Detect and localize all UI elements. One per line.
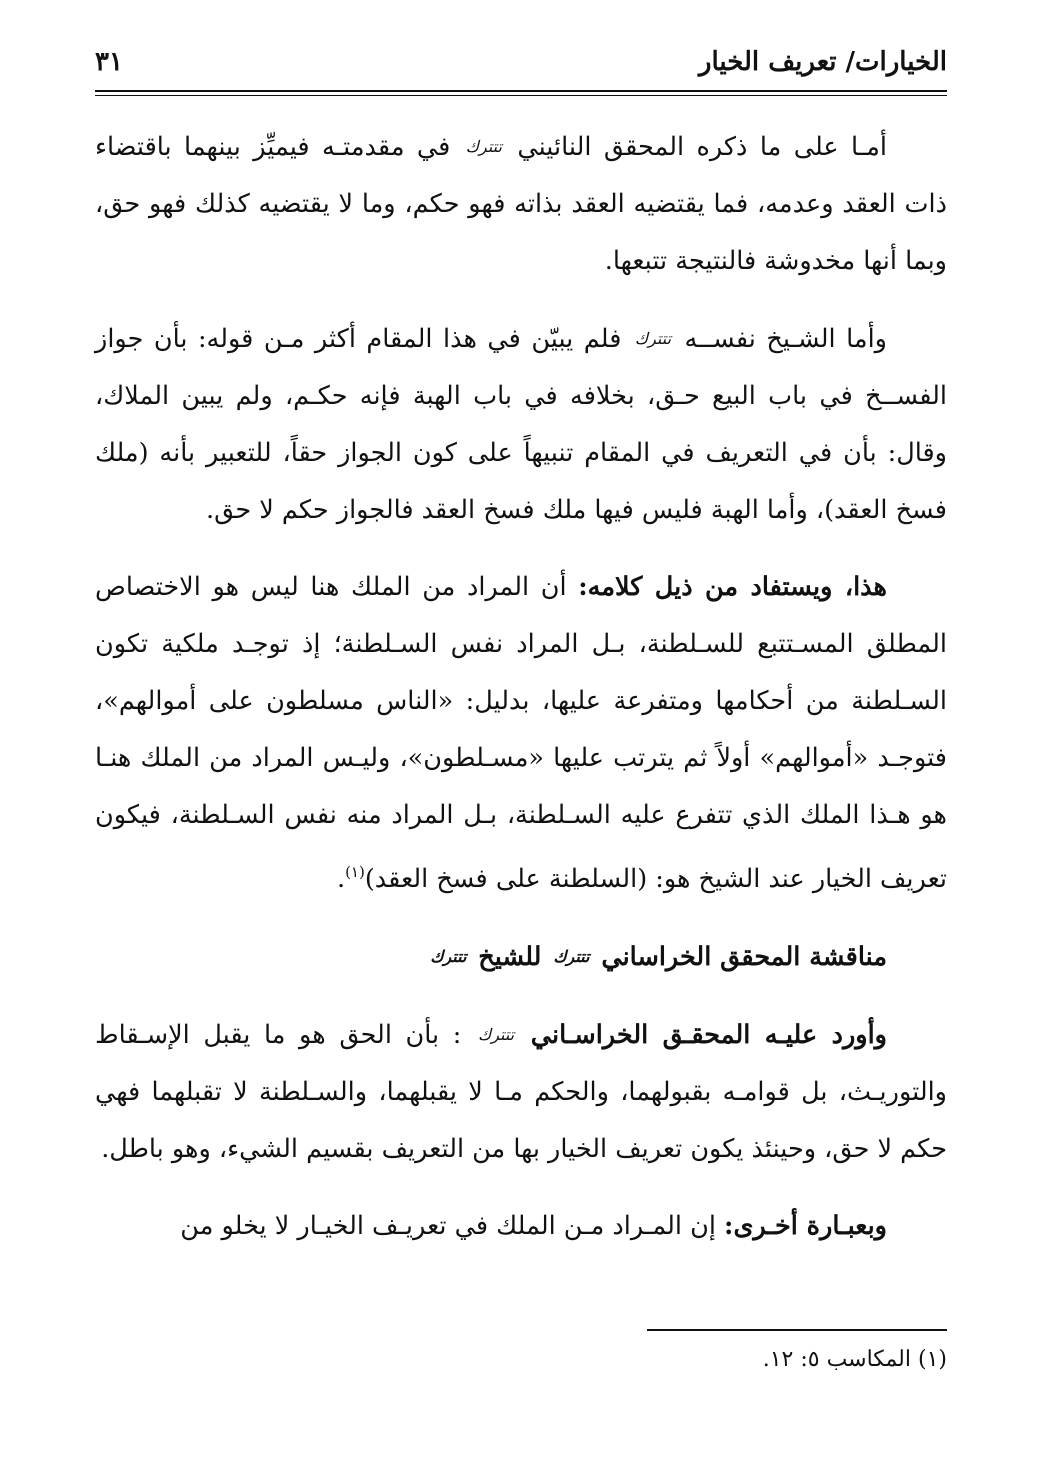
paragraph-3-text: أن المراد من الملك هنا ليس هو الاختصاص المطلق المسـتتبع للسـلطنة، بـل المراد نفس السـلطنة؛ إذ توجـد ملكية تكون السـلطنة من أحكامها ومتفرعة عليها، بدليل: «الناس مسلطون على أموالهم»، فتوجـد «أموالهم» أولاً ثم يترتب عليها «مسـلطون»، وليـس المراد من الملك هنـا هو هـذا الملك الذي تتفرع عليه السـلطنة، بـل المراد منه نفس السـلطنة، فيكون تعريف الخيار عند الشيخ هو: (السلطنة على فسخ العقد) bbox=[95, 572, 947, 894]
paragraph-2 bbox=[95, 310, 947, 539]
header-rule bbox=[95, 90, 947, 92]
page-number: ٣١ bbox=[95, 47, 123, 77]
running-header bbox=[95, 40, 947, 84]
honorific-mark: تتترك bbox=[634, 329, 672, 348]
footnote-reference[interactable]: (١) bbox=[345, 863, 365, 881]
honorific-mark: تتترك bbox=[465, 137, 502, 156]
paragraph-5 bbox=[95, 1198, 947, 1255]
paragraph-3 bbox=[95, 559, 947, 908]
paragraph-1-text-a: أمـا على ما ذكره المحقق النائيني bbox=[517, 132, 888, 162]
honorific-mark: تتترك bbox=[553, 947, 590, 966]
paragraph-2-text-b: فلم يبيّن في هذا المقام أكثر مـن قوله: بأن جواز الفســخ في باب البيع حـق، بخلافه في باب الهبة فإنه حكـم، ولم يبين الملاك، وقال: بأن في التعريف في المقام تنبيهاً على كون الجواز حقاً، للتعبير بأنه (ملك فسخ العقد)، وأما الهبة فليس فيها ملك فسخ العقد فالجواز حكم لا حق. bbox=[95, 324, 947, 525]
paragraph-5-text: إن المـراد مـن الملك في تعريـف الخيـار لا يخلو من bbox=[180, 1211, 716, 1241]
section-heading bbox=[95, 928, 947, 986]
header-title: الخيارات/ تعريف الخيار bbox=[698, 47, 947, 77]
paragraph-3-lead: هذا، ويستفاد من ذيل كلامه: bbox=[578, 572, 888, 602]
honorific-mark: تتترك bbox=[478, 1025, 515, 1044]
honorific-mark: تتترك bbox=[430, 947, 467, 966]
paragraph-4-text: : بأن الحق هو ما يقبل الإسـقاط والتوريـث، بل قوامـه بقبولهما، والحكم مـا لا يقبلهما، والسـلطنة لا تقبلهما فهي حكم لا حق، وحينئذ يكون تعريف الخيار بها من التعريف بقسيم الشيء، وهو باطل. bbox=[95, 1020, 947, 1164]
footnote-rule bbox=[647, 1329, 947, 1331]
body-text bbox=[95, 118, 947, 1275]
header-rule-thin bbox=[95, 95, 947, 96]
section-heading-text-a: مناقشة المحقق الخراساني bbox=[601, 942, 887, 972]
paragraph-5-lead: وبعبـارة أخـرى: bbox=[724, 1211, 887, 1241]
paragraph-4 bbox=[95, 1006, 947, 1178]
section-heading-text-b: للشيخ bbox=[478, 942, 542, 972]
paragraph-4-lead: وأورد عليـه المحقـق الخراسـاني bbox=[530, 1020, 887, 1050]
paragraph-1-text-b: في مقدمتـه فيميِّز بينهما باقتضاء ذات العقد وعدمه، فما يقتضيه العقد بذاته فهو حكم، وما لا يقتضيه كذلك فهو حق، وبما أنها مخدوشة فالنتيجة تتبعها. bbox=[95, 132, 947, 276]
paragraph-1 bbox=[95, 118, 947, 290]
paragraph-3-end: . bbox=[336, 864, 346, 894]
paragraph-2-text-a: وأما الشـيخ نفســه bbox=[684, 324, 887, 354]
footnote: (١) المكاسب ٥: ١٢. bbox=[762, 1347, 947, 1372]
